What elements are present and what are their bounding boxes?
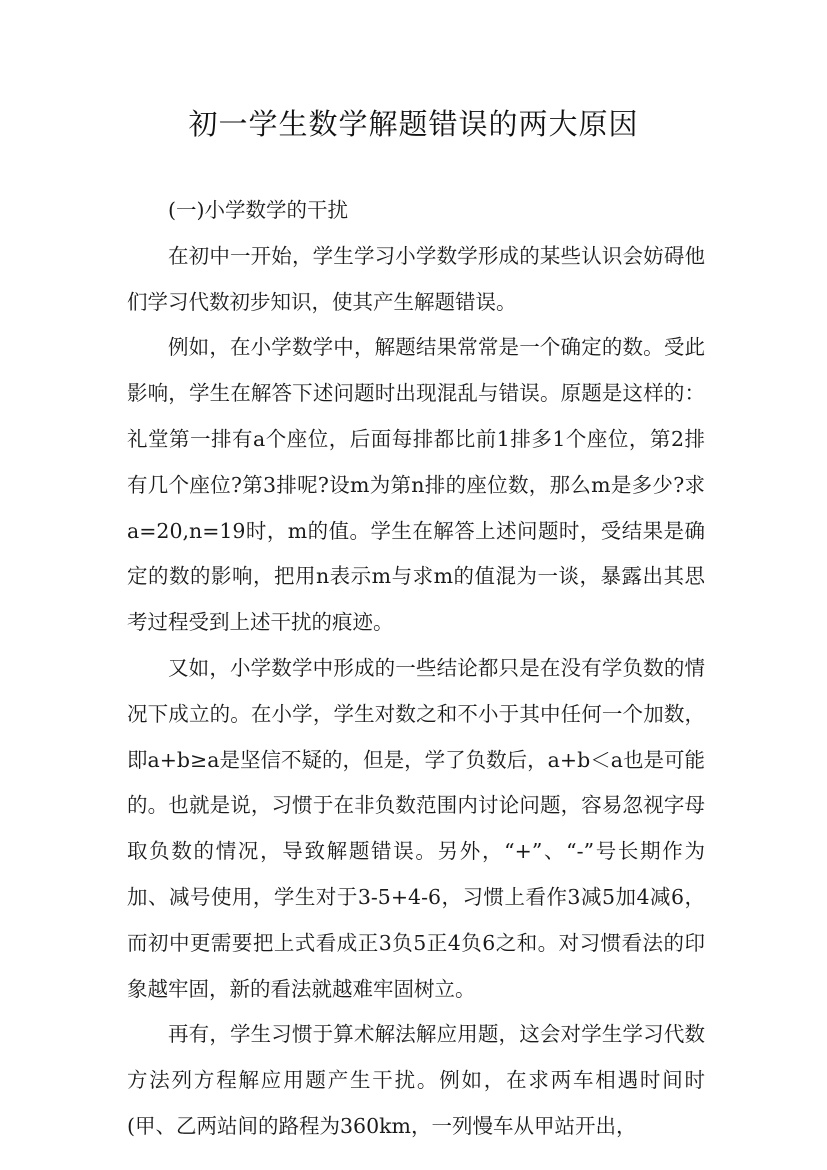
paragraph: 又如，小学数学中形成的一些结论都只是在没有学负数的情况下成立的。在小学，学生对数之和不小于其中任何一个加数，即a+b≥a是坚信不疑的，但是，学了负数后，a+b＜a也是可能的。也就是说，习惯于在非负数范围内讨论问题，容易忽视字母取负数的情况，导致解题错误。另外，“+”、“-”号长期作为加、减号使用，学生对于3-5+4-6，习惯上看作3减5加4减6，而初中更需要把上式看成正3负5正4负6之和。对习惯看法的印象越牢固，新的看法就越难牢固树立。 xyxy=(127,655,705,1001)
paragraph: 例如，在小学数学中，解题结果常常是一个确定的数。受此影响，学生在解答下述问题时出现混乱与错误。原题是这样的：礼堂第一排有a个座位，后面每排都比前1排多1个座位，第2排有几个座位?第3排呢?设m为第n排的座位数，那么m是多少?求a=20,n=19时，m的值。学生在解答上述问题时，受结果是确定的数的影响，把用n表示m与求m的值混为一谈，暴露出其思考过程受到上述干扰的痕迹。 xyxy=(127,335,705,635)
document-title: 初一学生数学解题错误的两大原因 xyxy=(188,107,639,141)
paragraph: 在初中一开始，学生学习小学数学形成的某些认识会妨碍他们学习代数初步知识，使其产生解题错误。 xyxy=(127,243,705,314)
document-body xyxy=(127,188,705,1150)
paragraph: 再有，学生习惯于算术解法解应用题，这会对学生学习代数方法列方程解应用题产生干扰。例如，在求两车相遇时间时(甲、乙两站间的路程为360km，一列慢车从甲站开出， xyxy=(127,1022,705,1138)
section-heading: (一)小学数学的干扰 xyxy=(168,198,348,222)
